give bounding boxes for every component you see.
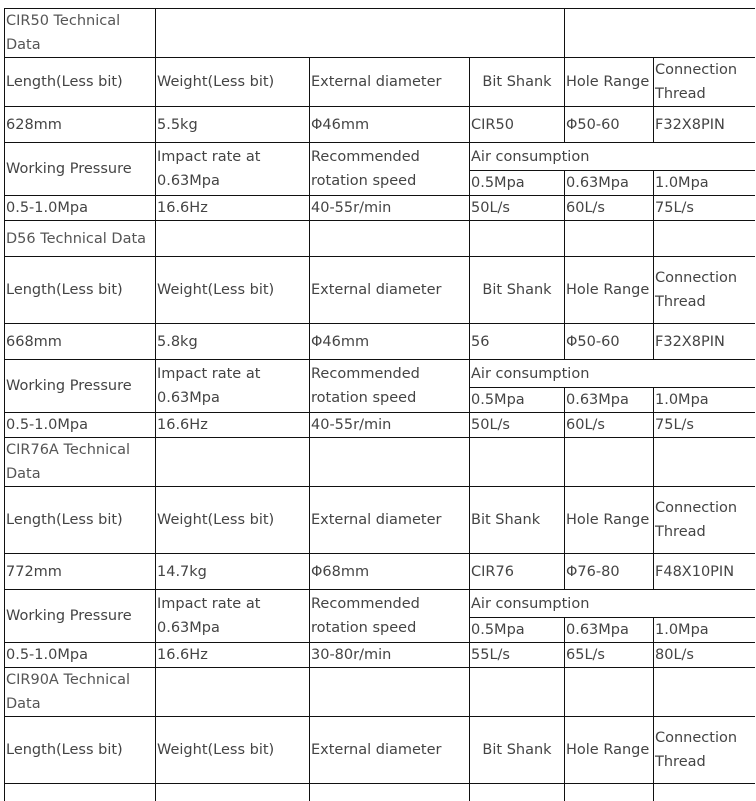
value-air-p1: 50L/s [470, 413, 565, 438]
header-pressure: Working Pressure [5, 360, 156, 413]
header-hole: Hole Range [565, 257, 654, 324]
header-rotation: Recommended rotation speed [310, 360, 470, 413]
header-hole: Hole Range [565, 487, 654, 554]
header-air-p3: 1.0Mpa [654, 171, 756, 196]
table-row [5, 9, 756, 58]
table-row [5, 413, 756, 438]
header-shank: Bit Shank [470, 717, 565, 784]
value-thread: F32X8PIN [654, 107, 756, 143]
table-row [5, 324, 756, 360]
value-diameter: Φ68mm [310, 554, 470, 590]
header-thread: Connection Thread [654, 257, 756, 324]
header-shank: Bit Shank [470, 58, 565, 107]
model-title: CIR76A Technical Data [5, 438, 156, 487]
table-row [5, 643, 756, 668]
header-air-p3: 1.0Mpa [654, 618, 756, 643]
table-row [5, 668, 756, 717]
header-impact: Impact rate at 0.63Mpa [156, 360, 310, 413]
header-weight: Weight(Less bit) [156, 257, 310, 324]
value-diameter: Φ46mm [310, 107, 470, 143]
header-air: Air consumption [470, 590, 756, 618]
spec-tables [4, 8, 755, 801]
table-row [5, 717, 756, 784]
header-air-p3: 1.0Mpa [654, 388, 756, 413]
value-length: 772mm [5, 554, 156, 590]
value-air-p3: 80L/s [654, 643, 756, 668]
value-shank: CIR76 [470, 554, 565, 590]
value-weight: 5.5kg [156, 107, 310, 143]
table-row [5, 143, 756, 171]
header-impact: Impact rate at 0.63Mpa [156, 143, 310, 196]
value-pressure: 0.5-1.0Mpa [5, 196, 156, 221]
header-air-p2: 0.63Mpa [565, 171, 654, 196]
header-pressure: Working Pressure [5, 143, 156, 196]
header-length: Length(Less bit) [5, 257, 156, 324]
header-air-p2: 0.63Mpa [565, 618, 654, 643]
value-thread: F32X8PIN [654, 324, 756, 360]
table-row [5, 257, 756, 324]
model-title: D56 Technical Data [5, 221, 156, 257]
table-row [5, 107, 756, 143]
table-row [5, 590, 756, 618]
table-row [5, 487, 756, 554]
value-rotation: 40-55r/min [310, 413, 470, 438]
header-rotation: Recommended rotation speed [310, 143, 470, 196]
table-row [5, 360, 756, 388]
header-diameter: External diameter [310, 58, 470, 107]
table-row [5, 58, 756, 107]
model-title: CIR50 Technical Data [5, 9, 156, 58]
value-air-p3: 75L/s [654, 196, 756, 221]
table-row [5, 784, 756, 801]
header-diameter: External diameter [310, 487, 470, 554]
header-air-p1: 0.5Mpa [470, 388, 565, 413]
value-air-p1: 50L/s [470, 196, 565, 221]
header-thread: Connection Thread [654, 58, 756, 107]
value-impact: 16.6Hz [156, 196, 310, 221]
header-thread: Connection Thread [654, 717, 756, 784]
value-air-p1: 55L/s [470, 643, 565, 668]
value-weight: 14.7kg [156, 554, 310, 590]
header-rotation: Recommended rotation speed [310, 590, 470, 643]
value-air-p3: 75L/s [654, 413, 756, 438]
header-length: Length(Less bit) [5, 487, 156, 554]
technical-data-table [4, 8, 755, 801]
header-diameter: External diameter [310, 717, 470, 784]
table-row [5, 438, 756, 487]
value-shank: CIR50 [470, 107, 565, 143]
value-diameter: Φ46mm [310, 324, 470, 360]
value-impact: 16.6Hz [156, 643, 310, 668]
value-weight: 5.8kg [156, 324, 310, 360]
header-diameter: External diameter [310, 257, 470, 324]
value-hole: Φ76-80 [565, 554, 654, 590]
header-length: Length(Less bit) [5, 717, 156, 784]
header-weight: Weight(Less bit) [156, 58, 310, 107]
header-weight: Weight(Less bit) [156, 717, 310, 784]
table-row [5, 554, 756, 590]
value-rotation: 40-55r/min [310, 196, 470, 221]
header-shank: Bit Shank [470, 487, 565, 554]
value-impact: 16.6Hz [156, 413, 310, 438]
header-air-p2: 0.63Mpa [565, 388, 654, 413]
header-air: Air consumption [470, 360, 756, 388]
value-hole: Φ50-60 [565, 107, 654, 143]
value-thread: F48X10PIN [654, 554, 756, 590]
value-air-p2: 60L/s [565, 196, 654, 221]
header-impact: Impact rate at 0.63Mpa [156, 590, 310, 643]
table-row [5, 196, 756, 221]
value-shank: 56 [470, 324, 565, 360]
header-hole: Hole Range [565, 717, 654, 784]
value-rotation: 30-80r/min [310, 643, 470, 668]
value-air-p2: 60L/s [565, 413, 654, 438]
header-hole: Hole Range [565, 58, 654, 107]
model-title: CIR90A Technical Data [5, 668, 156, 717]
table-row [5, 221, 756, 257]
value-pressure: 0.5-1.0Mpa [5, 413, 156, 438]
value-air-p2: 65L/s [565, 643, 654, 668]
header-air: Air consumption [470, 143, 756, 171]
value-length: 628mm [5, 107, 156, 143]
header-weight: Weight(Less bit) [156, 487, 310, 554]
value-hole: Φ50-60 [565, 324, 654, 360]
header-shank: Bit Shank [470, 257, 565, 324]
header-thread: Connection Thread [654, 487, 756, 554]
value-length: 668mm [5, 324, 156, 360]
header-pressure: Working Pressure [5, 590, 156, 643]
header-length: Length(Less bit) [5, 58, 156, 107]
value-pressure: 0.5-1.0Mpa [5, 643, 156, 668]
header-air-p1: 0.5Mpa [470, 171, 565, 196]
header-air-p1: 0.5Mpa [470, 618, 565, 643]
